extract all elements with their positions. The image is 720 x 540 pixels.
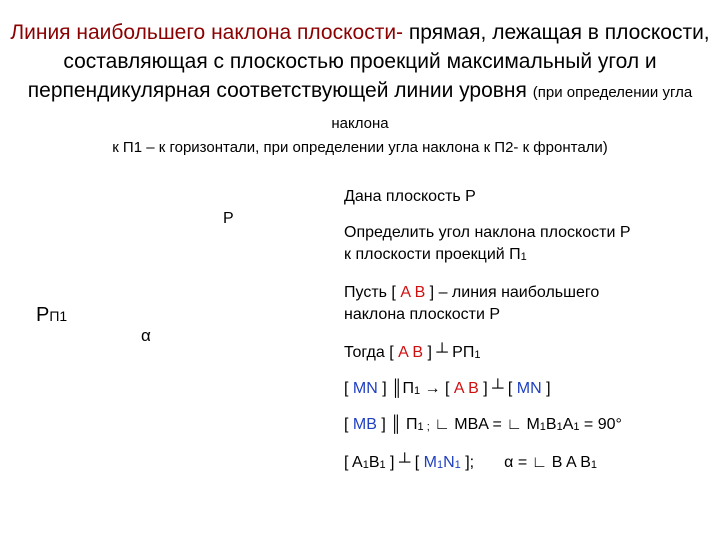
title-term: Линия наибольшего наклона плоскости-: [10, 21, 404, 44]
let-line-2: наклона плоскости P: [344, 306, 501, 323]
mb-line: [ MB ] ║ П1 ; ∟ MBA = ∟ M1B1A1 = 90°: [344, 416, 622, 433]
task-line-1: Определить угол наклона плоскости P: [344, 224, 631, 241]
definition-subtitle: к П1 – к горизонтали, при определении угла наклона к П2- к фронтали): [112, 139, 608, 156]
task-line-2: к плоскости проекций П1: [344, 246, 527, 263]
alpha-angle-label: α: [141, 326, 151, 345]
given-text: Дана плоскость P: [344, 188, 476, 205]
trace-pp1-label: PП1: [36, 304, 68, 326]
conclusion-line: [ A1B1 ] ┴ [ M1N1 ]; α = ∟ B A B1: [344, 454, 597, 471]
title-definition: прямая, лежащая в плоскости, составляющая с плоскостью проекций максимальный угол и перпендикулярная соответствующей линии уровня: [27, 21, 710, 102]
plane-p-label: P: [223, 210, 234, 227]
definition-title: [0, 18, 720, 138]
then-line: Тогда [ A B ] ┴ PП1: [344, 344, 481, 361]
let-line-1: Пусть [ A B ] – линия наибольшего: [344, 284, 600, 301]
title-note: (при определении угла наклона: [331, 84, 693, 132]
mn-line: [ MN ] ║П1 → [ A B ] ┴ [ MN ]: [344, 380, 551, 397]
